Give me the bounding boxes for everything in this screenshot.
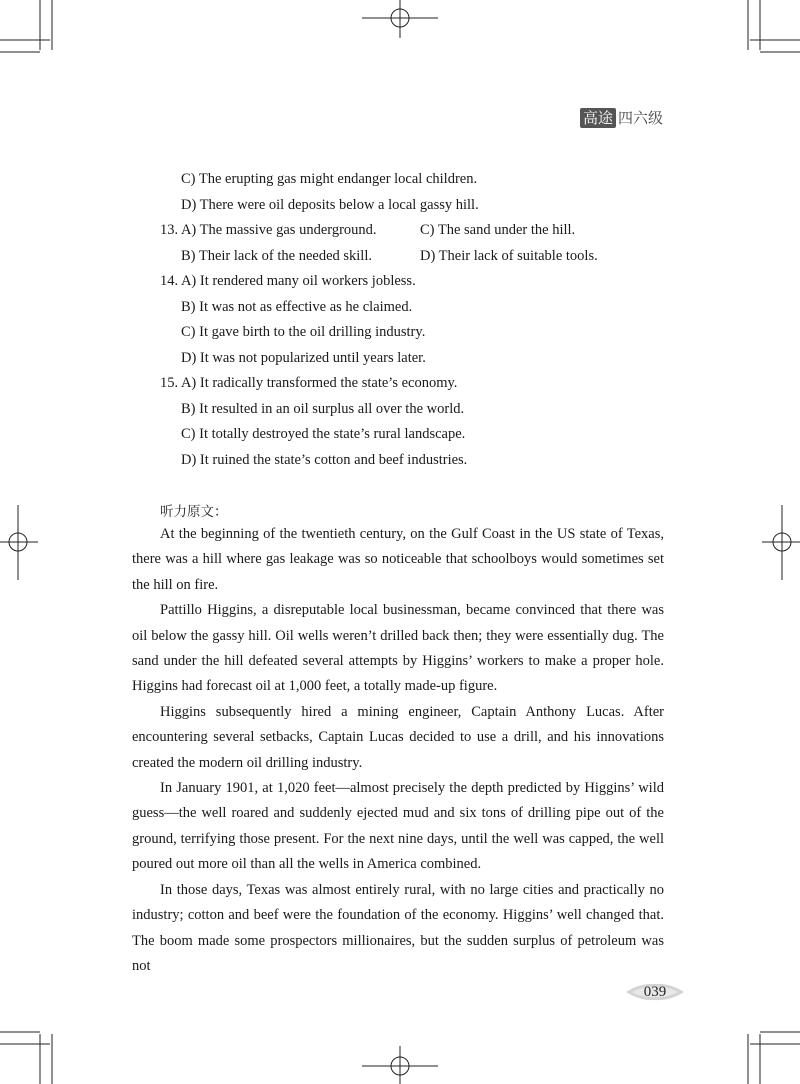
transcript-title: 听力原文： <box>160 504 228 520</box>
header-subtitle: 四六级 <box>617 109 663 127</box>
transcript-paragraph: In January 1901, at 1,020 feet—almost precisely the depth predicted by Higgins’ wild guess—the well roared and suddenly ejected mud and six tons of drilling pipe out of the ground, terrifying those present. For the next nine days, until the well was capped, the well poured out more oil than all the wells in America combined. <box>132 780 664 873</box>
option-line: D) There were oil deposits below a local gassy hill. <box>181 197 479 213</box>
question-15-option-d: D) It ruined the state’s cotton and beef industries. <box>181 452 468 468</box>
page-number: 039 <box>643 984 667 1000</box>
option-line: C) The erupting gas might endanger local children. <box>181 171 478 187</box>
question-15-option-c: C) It totally destroyed the state’s rural landscape. <box>181 426 466 442</box>
question-13-option-b: B) Their lack of the needed skill. <box>181 248 372 264</box>
question-14-option-a: 14. A) It rendered many oil workers jobless. <box>160 273 416 289</box>
question-13-option-d: D) Their lack of suitable tools. <box>420 248 598 264</box>
question-14-option-d: D) It was not popularized until years later. <box>181 350 426 366</box>
transcript-paragraph: In those days, Texas was almost entirely rural, with no large cities and practically no industry; cotton and beef were the foundation of the economy. Higgins’ well changed that. The boom made some prospectors millionaires, but the sudden surplus of petroleum was not <box>132 881 664 974</box>
question-14-option-b: B) It was not as effective as he claimed. <box>181 299 413 315</box>
question-15-option-a: 15. A) It radically transformed the state’s economy. <box>160 375 458 391</box>
transcript-body <box>132 522 664 979</box>
brand-logo: 高途 <box>580 108 616 128</box>
question-15-option-b: B) It resulted in an oil surplus all over the world. <box>181 401 465 417</box>
page-number-badge <box>626 981 684 1003</box>
question-14-option-c: C) It gave birth to the oil drilling industry. <box>181 324 426 340</box>
question-13-option-a: 13. A) The massive gas underground. <box>160 222 377 238</box>
transcript-paragraph: At the beginning of the twentieth century, on the Gulf Coast in the US state of Texas, there was a hill where gas leakage was so noticeable that schoolboys would sometimes set the hill on fire. <box>132 526 664 593</box>
page-header <box>580 108 663 128</box>
transcript-paragraph: Higgins subsequently hired a mining engineer, Captain Anthony Lucas. After encountering several setbacks, Captain Lucas decided to use a drill, and his innovations created the modern oil drilling industry. <box>132 703 664 771</box>
question-13-option-c: C) The sand under the hill. <box>420 222 576 238</box>
transcript-paragraph: Pattillo Higgins, a disreputable local businessman, became convinced that there was oil below the gassy hill. Oil wells weren’t drilled back then; they were essentially dug. The sand under the hill defeated several attempts by Higgins’ workers to make a proper hole. Higgins had forecast oil at 1,000 feet, a totally made-up figure. <box>132 602 664 695</box>
